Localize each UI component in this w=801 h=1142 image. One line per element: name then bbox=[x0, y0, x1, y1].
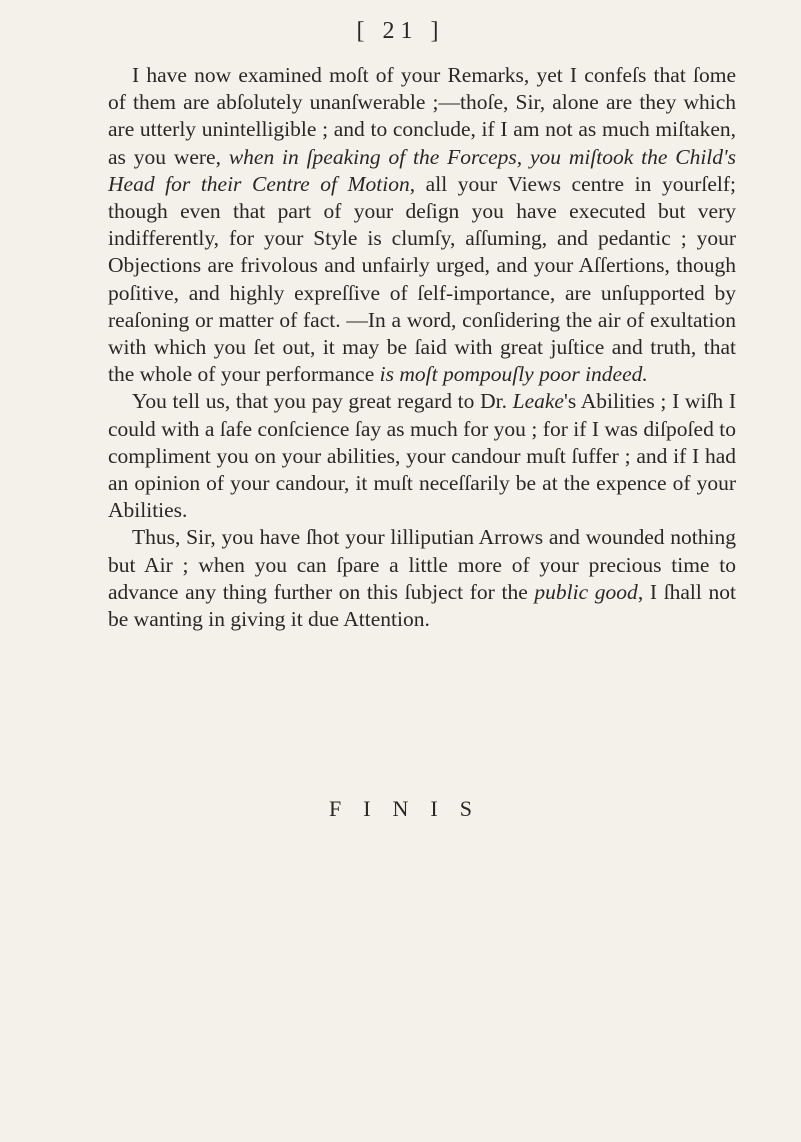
paragraph-3 bbox=[108, 524, 736, 633]
text-segment: , all your Views centre in yourſelf; though even that part of your deſign you have executed but very indifferently, for your Style is clumſy, aſſuming, and pedantic ; your Objections are frivolous and unfairly urged, and your Aſſertions, though poſitive, and highly expreſſive of ſelf-importance, are unſupported by reaſoning or matter of fact. —In a word, conſidering the air of exultation with which you ſet out, it may be ſaid with great juſtice and truth, that the whole of your performance bbox=[108, 171, 736, 387]
paragraph-2 bbox=[108, 388, 736, 524]
text-segment: 's Abilities ; I wiſh I could with a ſafe conſcience ſay as much for you ; for if I was diſpoſed to compliment you on your abilities, your candour muſt ſuffer ; and if I had an opinion of your candour, it muſt neceſſarily be at the expence of your Abilities. bbox=[108, 389, 736, 523]
paragraph-1 bbox=[108, 62, 736, 388]
text-segment: You tell us, that you pay great regard to Dr. bbox=[132, 389, 513, 414]
page-number: [ 21 ] bbox=[356, 18, 445, 44]
italic-segment: Leake bbox=[512, 389, 564, 414]
body-text bbox=[108, 62, 736, 633]
text-segment: I have now examined moſt of your Remarks, yet I confeſs that ſome of them are abſolutely unanſwerable ;—thoſe, Sir, alone are they which are utterly unintelligible ; and to conclude, if I am not as much miſtaken, as you were, bbox=[108, 63, 736, 169]
finis-heading: FINIS bbox=[328, 796, 494, 821]
italic-segment: public good bbox=[534, 579, 638, 604]
italic-segment: when in ſpeaking of the Forceps, you miſtook the Child's Head for their Centre of Motion bbox=[108, 144, 736, 196]
text-segment: , I ſhall not be wanting in giving it due Attention. bbox=[108, 579, 736, 632]
italic-segment: is moſt pompouſly poor indeed. bbox=[379, 362, 648, 387]
text-segment: Thus, Sir, you have ſhot your lilliputian Arrows and wounded nothing but Air ; when you can ſpare a little more of your precious time to advance any thing further on this ſubject for the bbox=[108, 525, 736, 604]
